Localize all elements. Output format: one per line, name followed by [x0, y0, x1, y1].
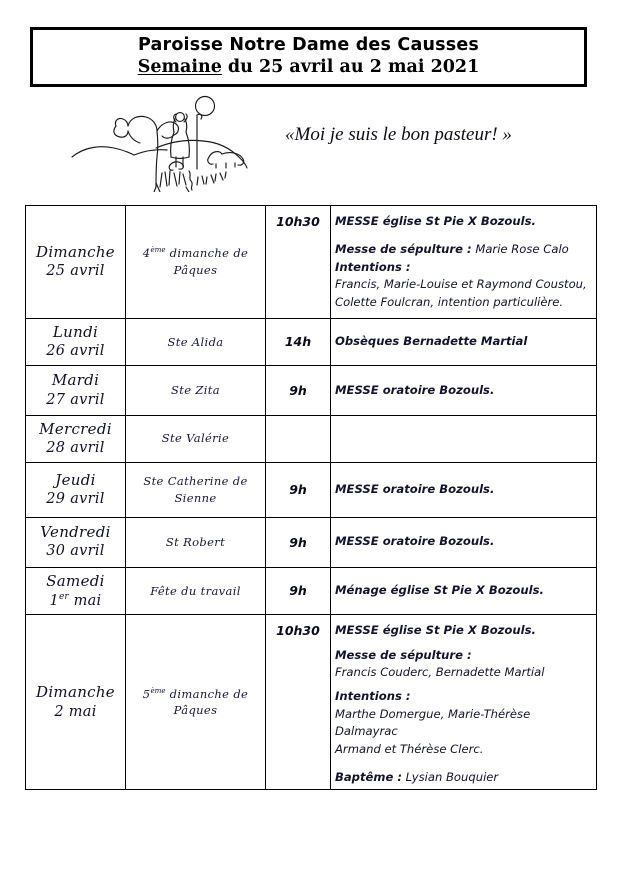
saint-feast-cell: Ste Alida: [126, 319, 266, 366]
saint-feast-cell: Ste Catherine de Sienne: [126, 462, 266, 517]
event-cell: [331, 462, 597, 517]
event-label: MESSE église St Pie X Bozouls.: [335, 623, 536, 638]
event-line: [335, 622, 592, 639]
event-spacer: [335, 640, 592, 647]
day-cell: [26, 567, 126, 615]
table-row: [26, 615, 597, 790]
event-label: MESSE église St Pie X Bozouls.: [335, 214, 536, 228]
time-cell: 9h: [266, 517, 331, 567]
day-date: 2 mai: [54, 703, 97, 720]
event-label: Ménage église St Pie X Bozouls.: [335, 583, 544, 598]
week-subtitle-rest: du 25 avril au 2 mai 2021: [221, 57, 480, 78]
day-date: 27 avril: [46, 391, 105, 408]
event-label: Intentions :: [335, 259, 411, 274]
day-date: 26 avril: [46, 343, 105, 360]
event-label: Baptême :: [335, 770, 402, 784]
day-cell: [26, 365, 126, 415]
table-row: [26, 365, 597, 415]
event-line: [335, 333, 592, 350]
saint-feast-cell: 5ème dimanche de Pâques: [126, 615, 266, 790]
time-cell: 14h: [266, 319, 331, 366]
table-row: [26, 206, 597, 319]
day-date: 1er mai: [49, 591, 102, 609]
saint-feast-cell: Fête du travail: [126, 567, 266, 615]
event-label: MESSE oratoire Bozouls.: [335, 382, 495, 397]
weekly-schedule-table: [25, 205, 597, 790]
event-line: [335, 259, 592, 276]
day-cell: [26, 462, 126, 517]
time-cell: [266, 415, 331, 462]
day-date: 30 avril: [46, 543, 105, 560]
day-cell: [26, 415, 126, 462]
event-line: [335, 706, 592, 741]
day-name: Mercredi: [39, 419, 112, 438]
event-label: Intentions :: [335, 689, 411, 704]
day-name: Dimanche: [36, 243, 115, 262]
event-line: [335, 769, 592, 786]
week-subtitle: [138, 57, 480, 79]
event-spacer: [335, 681, 592, 688]
event-label: Messe de sépulture :: [335, 647, 472, 662]
event-line: [335, 533, 592, 550]
event-text: Francis, Marie-Louise et Raymond Coustou,: [335, 277, 587, 292]
banner: [0, 95, 618, 195]
day-name: Jeudi: [55, 470, 96, 489]
event-line: [335, 741, 592, 758]
time-cell: 10h30: [266, 615, 331, 790]
event-spacer: [335, 230, 592, 241]
event-line: [335, 664, 592, 681]
event-cell: [331, 615, 597, 790]
event-text: Lysian Bouquier: [401, 770, 499, 784]
shepherd-with-sheep-drawing: [70, 95, 265, 192]
table-row: [26, 462, 597, 517]
time-cell: 9h: [266, 567, 331, 615]
day-name: Samedi: [46, 571, 105, 590]
saint-feast-cell: Ste Zita: [126, 365, 266, 415]
schedule-body: [26, 206, 597, 790]
event-text: Francis Couderc, Bernadette Martial: [335, 665, 545, 680]
day-date: 29 avril: [46, 490, 105, 507]
table-row: [26, 517, 597, 567]
page-title: Paroisse Notre Dame des Causses: [137, 35, 480, 56]
event-line: [335, 481, 592, 498]
event-line: [335, 382, 592, 399]
event-line: [335, 276, 592, 293]
event-cell: [331, 567, 597, 615]
time-cell: 10h30: [266, 206, 331, 319]
event-label: Messe de sépulture :: [335, 242, 472, 257]
time-cell: 9h: [266, 462, 331, 517]
event-line: [335, 582, 592, 599]
event-cell: [331, 365, 597, 415]
event-line: [335, 647, 592, 664]
event-text: Marie Rose Calo: [471, 242, 569, 257]
table-row: [26, 415, 597, 462]
saint-feast-cell: St Robert: [126, 517, 266, 567]
day-cell: [26, 319, 126, 366]
header-box: [30, 27, 587, 87]
event-cell: [331, 319, 597, 366]
event-line: [335, 294, 592, 311]
event-cell: [331, 206, 597, 319]
saint-feast-cell: Ste Valérie: [126, 415, 266, 462]
event-text: Colette Foulcran, intention particulière.: [335, 294, 564, 309]
day-name: Vendredi: [40, 523, 111, 542]
saint-feast-cell: 4ème dimanche de Pâques: [126, 206, 266, 319]
table-row: [26, 319, 597, 366]
time-cell: 9h: [266, 365, 331, 415]
event-label: MESSE oratoire Bozouls.: [335, 534, 495, 549]
day-name: Dimanche: [36, 683, 115, 702]
day-cell: [26, 206, 126, 319]
event-cell: [331, 517, 597, 567]
week-subtitle-prefix: Semaine: [137, 57, 222, 78]
event-text: Armand et Thérèse Clerc.: [335, 741, 484, 756]
day-cell: [26, 615, 126, 790]
event-label: MESSE oratoire Bozouls.: [335, 481, 495, 496]
event-label: Obsèques Bernadette Martial: [335, 334, 528, 349]
day-cell: [26, 517, 126, 567]
day-date: 28 avril: [46, 440, 105, 457]
day-date: 25 avril: [46, 263, 105, 280]
event-line: [335, 688, 592, 705]
table-row: [26, 567, 597, 615]
event-text: Marthe Domergue, Marie-Thérèse Dalmayrac: [335, 706, 531, 739]
day-name: Mardi: [51, 371, 100, 390]
event-line: [335, 241, 592, 258]
event-spacer: [335, 758, 592, 769]
event-line: [335, 213, 592, 230]
event-cell: [331, 415, 597, 462]
day-name: Lundi: [52, 323, 99, 341]
gospel-quote: «Moi je suis le bon pasteur! »: [285, 124, 512, 145]
